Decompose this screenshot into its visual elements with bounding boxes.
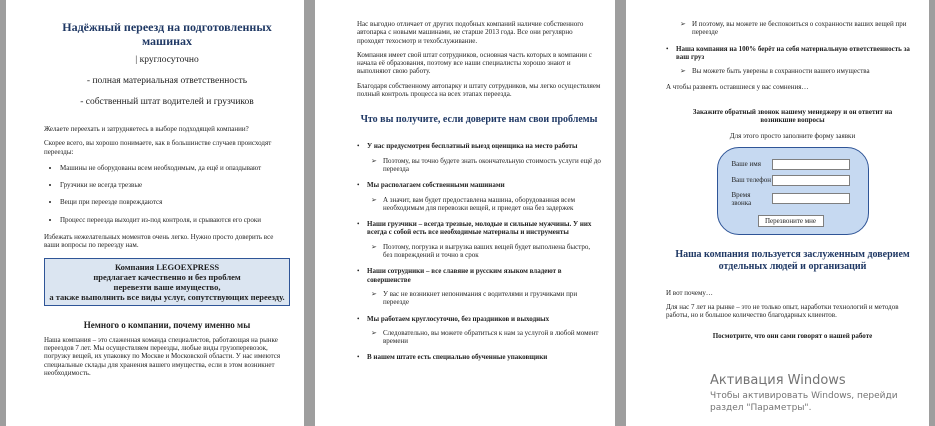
benefit-text: В нашем штате есть специально обученные упаковщики	[367, 353, 548, 362]
watermark-title: Активация Windows	[710, 373, 846, 388]
paragraph-question: Желаете переехать и затрудняетесь в выборе подходящей компании?	[44, 125, 249, 133]
name-label: Ваше имя	[731, 160, 761, 169]
callback-title: Закажите обратный звонок нашему менеджеру и он ответит на возникшие вопросы	[692, 107, 893, 125]
benefit-detail: ➢ И поэтому, вы можете не беспокоиться о сохранности ваших вещей при переезде	[680, 20, 919, 37]
paragraph-avoid: Избежать нежелательных моментов очень легко. Нужно просто доверить все ваши вопросы по переезду нам.	[44, 233, 274, 250]
benefit-detail-text: Вы можете быть уверены в сохранности вашего имущества	[692, 67, 870, 76]
benefits-heading: Что вы получите, если доверите нам свои проблемы	[360, 114, 598, 126]
feature-line: - полная материальная ответственность	[86, 76, 248, 86]
windows-activation-watermark	[710, 373, 898, 414]
benefit-detail-text: У вас не возникнет непонимания с водителями и грузчиками при переезде	[383, 289, 578, 307]
time-label: Время звонка	[731, 190, 752, 207]
benefit-text: Наша компания на 100% берёт на себя материальную ответственность за ваш груз	[676, 44, 910, 61]
benefit-item: • В нашем штате есть специально обученные упаковщики	[357, 353, 548, 362]
company-offer-box	[44, 258, 290, 306]
benefit-detail-text: Поэтому, вы точно будете знать окончательную стоимость услуги ещё до переезда	[383, 156, 601, 173]
list-item: • Машины не оборудованы всем необходимым, да ещё и опаздывают	[60, 164, 290, 172]
paragraph-staff: Компания имеет свой штат сотрудников, основная часть которых в компании с начала её образования, поэтому все наши специалисты хорошо знают и выполняют свою работу.	[357, 50, 592, 76]
offer-line: а также выполнить все виды услуг, сопутствующих переезду.	[49, 291, 285, 302]
benefit-detail: ➢ Следовательно, вы можете обратиться к нам за услугой в любой момент времени	[371, 329, 601, 346]
benefit-detail-text: Следовательно, вы можете обратиться к нам за услугой в любой момент времени	[383, 328, 599, 346]
document-page-1	[6, 0, 304, 426]
problem-list	[44, 164, 290, 224]
benefit-detail-text: Поэтому, погрузка и выгрузка ваших вещей будет выполнена быстро, без повреждений и точно в срок	[383, 242, 591, 260]
benefit-item: • Наши сотрудники – все славяне и русским языком владеют в совершенстве	[357, 267, 601, 284]
list-item: • Грузчики не всегда трезвые	[60, 181, 290, 189]
about-heading: Немного о компании, почему именно мы	[83, 319, 251, 330]
watermark-line: Чтобы активировать Windows, перейди	[710, 391, 898, 401]
why-line: И вот почему…	[666, 288, 713, 297]
benefit-detail: ➢ У вас не возникнет непонимания с водителями и грузчиками при переезде	[371, 290, 601, 307]
benefit-detail-text: А значит, вам будет предоставлена машина, оборудованная всем необходимым для перевозки вещей, и приедет она без задержек	[383, 195, 575, 212]
time-input[interactable]	[772, 193, 850, 204]
about-paragraph: Наша компания – это слаженная команда специалистов, работающая на рынке переездов 7 лет. Мы осуществляем переезды, любые виды грузоперевозок, погрузку вещей, их упаковку по Москве и Московской области. У нас имеются специальные склады для хранения вашего имущества, если в этом возникнет необходимость.	[44, 335, 281, 377]
benefit-text: Наши грузчики – всегда трезвые, молодые и сильные мужчины. У них всегда с собой есть все необходимые материалы и инструменты	[367, 220, 592, 237]
benefit-detail: ➢ Поэтому, вы точно будете знать окончательную стоимость услуги ещё до переезда	[371, 156, 601, 173]
benefit-detail: ➢ Вы можете быть уверены в сохранности вашего имущества	[680, 67, 870, 76]
benefit-text: У нас предусмотрен бесплатный выезд оценщика на место работы	[367, 142, 578, 151]
benefit-item: • Мы работаем круглосуточно, без праздников и выходных	[357, 314, 550, 323]
phone-input[interactable]	[772, 175, 850, 186]
list-item: • Вещи при переезде повреждаются	[60, 198, 290, 206]
watermark-line: раздел "Параметры".	[710, 403, 812, 413]
callback-button[interactable]: Перезвоните мне	[758, 215, 824, 227]
benefit-item: • У нас предусмотрен бесплатный выезд оценщика на место работы	[357, 142, 578, 151]
callback-form	[717, 147, 869, 235]
document-page-2	[315, 0, 615, 426]
doubts-intro: А чтобы развеять оставшиеся у вас сомнения…	[666, 83, 809, 92]
offer-line: предлагает качественно и без проблем	[93, 271, 241, 282]
phone-label: Ваш телефон	[731, 176, 772, 185]
paragraph-fleet: Нас выгодно отличает от других подобных компаний наличие собственного автопарка с новыми машинами, не старше 2013 года. Все они регулярно проходят техосмотр и техобслуживание.	[357, 20, 584, 45]
benefit-item: • Наша компания на 100% берёт на себя материальную ответственность за ваш груз	[666, 45, 919, 62]
trust-heading: Наша компания пользуется заслуженным доверием отдельных людей и организаций	[675, 248, 910, 272]
reviews-heading: Посмотрите, что они сами говорят о нашей работе	[712, 331, 873, 340]
feature-line: | круглосуточно	[135, 55, 199, 65]
offer-line: Компания LEGOEXPRESS	[114, 261, 220, 272]
benefit-detail: ➢ Поэтому, погрузка и выгрузка ваших вещей будет выполнена быстро, без повреждений и точно в срок	[371, 243, 601, 260]
paragraph-control: Благодаря собственному автопарку и штату сотрудников, мы легко осуществляем полный контроль процесса на всех этапах переезда.	[357, 81, 601, 99]
benefit-item: • Наши грузчики – всегда трезвые, молодые и сильные мужчины. У них всегда с собой есть все необходимые материалы и инструменты	[357, 220, 601, 237]
benefit-detail: ➢ А значит, вам будет предоставлена машина, оборудованная всем необходимым для перевозки вещей, и приедет она без задержек	[371, 196, 601, 213]
list-item: • Процесс переезда выходит из-под контроля, и срываются его сроки	[60, 216, 290, 224]
benefit-text: Наши сотрудники – все славяне и русским языком владеют в совершенстве	[367, 267, 562, 284]
benefit-text: Мы работаем круглосуточно, без праздников и выходных	[367, 314, 550, 323]
benefit-text: Мы располагаем собственными машинами	[367, 181, 505, 190]
benefit-item: • Мы располагаем собственными машинами	[357, 181, 505, 190]
why-paragraph: Для нас 7 лет на рынке – это не только опыт, наработки технологий и методов работы, но и большое количество благодарных клиентов.	[666, 302, 899, 320]
name-input[interactable]	[772, 159, 850, 170]
page-title: Надёжный переезд на подготовленных машинах	[62, 20, 272, 48]
offer-line: перевезти ваше имущество,	[113, 281, 221, 292]
feature-line: - собственный штат водителей и грузчиков	[80, 97, 254, 107]
form-hint: Для этого просто заполните форму заявки	[729, 132, 856, 141]
document-page-3	[626, 0, 929, 426]
paragraph-intro: Скорее всего, вы хорошо понимаете, как в большинстве случаев происходят переезды:	[44, 139, 272, 156]
benefit-detail-text: И поэтому, вы можете не беспокоиться о сохранности ваших вещей при переезде	[692, 20, 907, 37]
